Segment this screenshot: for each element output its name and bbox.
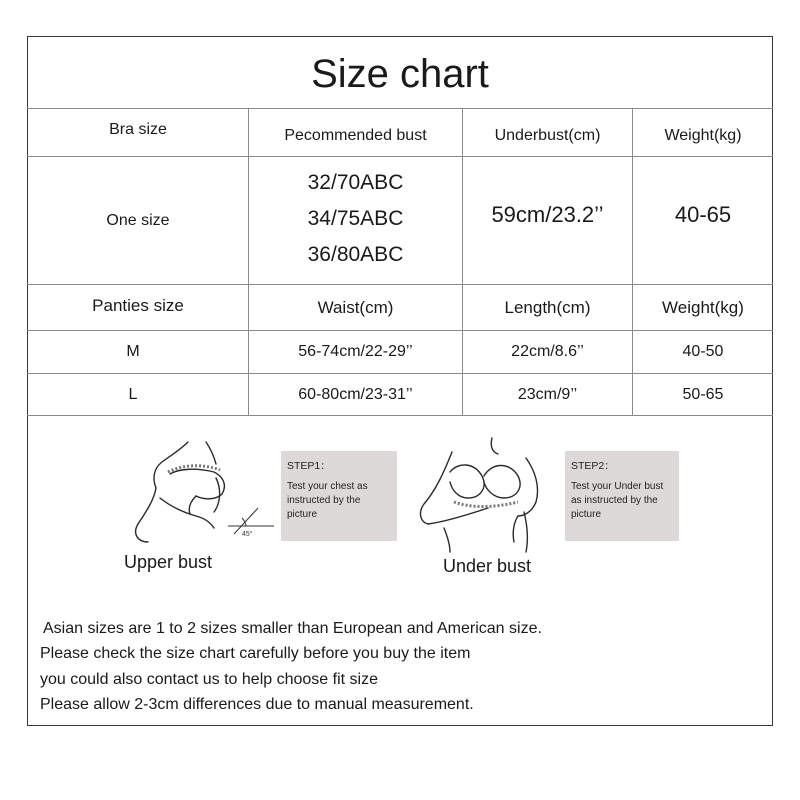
underbust-header: Underbust(cm) xyxy=(494,127,601,144)
bust-cell xyxy=(249,164,462,274)
bra-size-cell: One size xyxy=(106,211,170,229)
upper-bust-caption: Upper bust xyxy=(124,552,213,572)
panties-size-header: Panties size xyxy=(92,296,184,315)
angle-label: 45° xyxy=(242,531,253,538)
table-row-weight: 40-50 xyxy=(682,343,724,360)
step1-label: STEP1： xyxy=(287,460,331,472)
table-row-length: 22cm/8.6’’ xyxy=(511,343,584,360)
bust-header: Pecommended bust xyxy=(284,127,427,144)
bust-value: 34/75ABC xyxy=(307,207,404,230)
page-title: Size chart xyxy=(311,52,489,96)
note-line: Asian sizes are 1 to 2 sizes smaller than European and American size. xyxy=(43,620,542,637)
step1-text: Test your chest as xyxy=(287,481,368,492)
step2-text: picture xyxy=(571,509,602,520)
step2-label: STEP2： xyxy=(571,460,615,472)
table-divider xyxy=(27,415,773,416)
table-row-waist: 60-80cm/23-31’’ xyxy=(298,385,413,403)
step1-text: picture xyxy=(287,509,318,520)
table-row-size: L xyxy=(128,385,138,403)
panties-weight-header: Weight(kg) xyxy=(662,298,744,317)
table-row-length: 23cm/9’’ xyxy=(517,385,578,403)
upper-bust-illustration xyxy=(118,438,280,546)
table-row-weight: 50-65 xyxy=(682,385,724,403)
step1-text: instructed by the xyxy=(287,495,361,506)
table-row-size: M xyxy=(126,343,140,360)
note-line: you could also contact us to help choose fit size xyxy=(40,671,378,688)
waist-header: Waist(cm) xyxy=(317,298,394,317)
step2-text: Test your Under bust xyxy=(571,481,664,492)
underbust-cell: 59cm/23.2’’ xyxy=(491,202,604,227)
bust-value: 36/80ABC xyxy=(307,243,404,266)
step2-text: as instructed by the xyxy=(571,495,658,506)
length-header: Length(cm) xyxy=(504,298,591,317)
note-line: Please check the size chart carefully before you buy the item xyxy=(40,645,471,662)
note-line: Please allow 2-3cm differences due to manual measurement. xyxy=(40,696,474,713)
weight-cell: 40-65 xyxy=(674,202,732,227)
step2-box xyxy=(565,451,679,541)
under-bust-illustration xyxy=(414,432,564,554)
bra-size-header: Bra size xyxy=(109,121,167,138)
step1-box xyxy=(281,451,397,541)
weight-header: Weight(kg) xyxy=(664,127,742,144)
under-bust-caption: Under bust xyxy=(443,556,532,576)
bust-value: 32/70ABC xyxy=(307,171,404,194)
table-row-waist: 56-74cm/22-29’’ xyxy=(298,343,413,360)
